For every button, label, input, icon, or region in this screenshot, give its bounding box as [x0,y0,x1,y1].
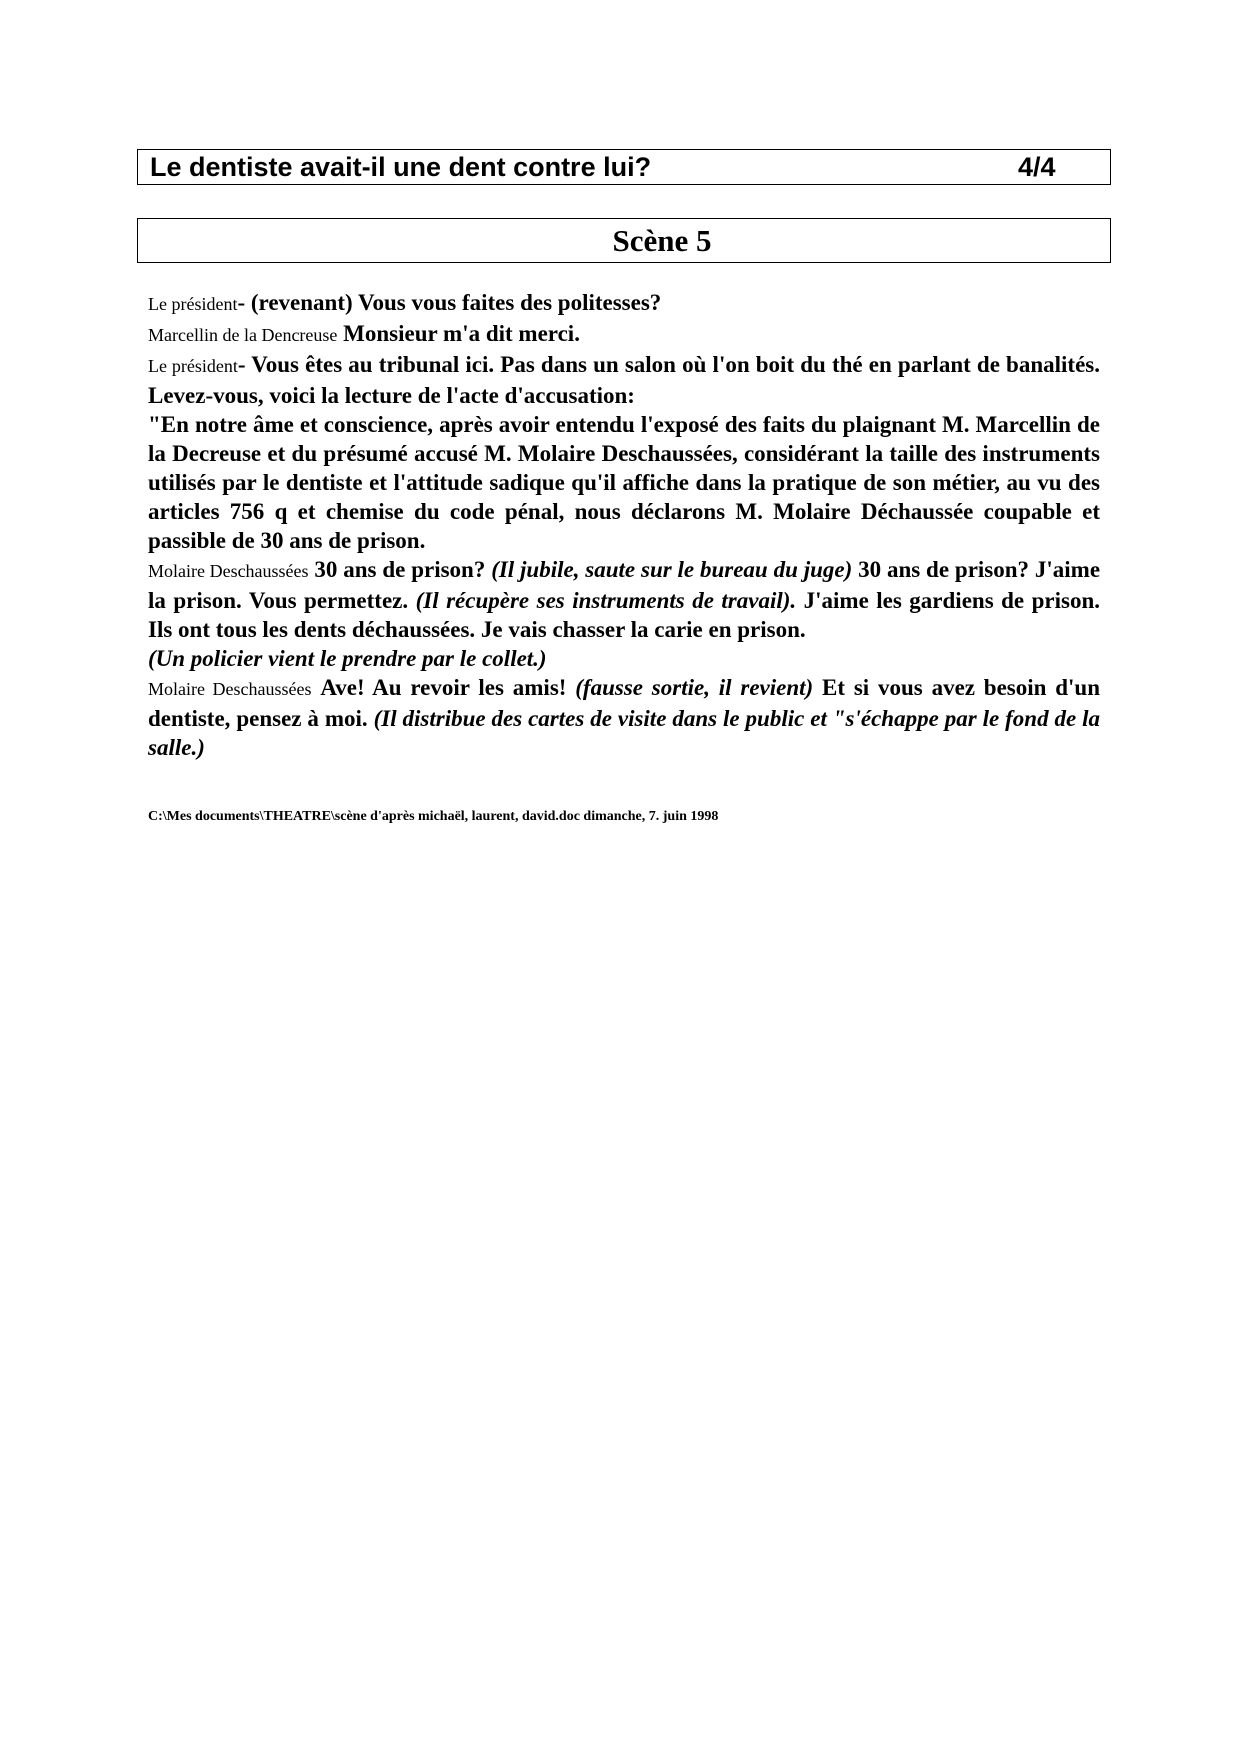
dialogue-text: Ave! Au revoir les amis! [320,675,567,700]
dialogue-line [148,350,1100,410]
document-header [137,149,1111,185]
stage-direction: (Il récupère ses instruments de travail). [415,588,797,613]
page-number: 4/4 [1018,152,1056,182]
speaker-dash: - [237,290,251,315]
stage-direction: (Il distribue des cartes de visite dans le public et "s'échappe par le fond de la salle.) [148,706,1101,760]
stage-direction: (Il jubile, saute sur le bureau du juge) [491,557,853,582]
stage-direction: (Un policier vient le prendre par le collet.) [148,646,547,671]
dialogue-line [148,319,1100,350]
dialogue-line [148,555,1100,644]
dialogue-text: Et si vous avez besoin d'un dentiste, pensez à moi. [148,675,1101,731]
dialogue-text: 30 ans de prison? [314,557,486,582]
dialogue-text: Vous êtes au tribunal ici. Pas dans un salon où l'on boit du thé en parlant de banalités. Levez-vous, voici la lecture de l'acte d'accusation: [148,352,1100,408]
dialogue-line [148,288,1100,319]
speaker-name: Le président [148,356,238,376]
accusation-text: "En notre âme et conscience, après avoir entendu l'exposé des faits du plaignant M. Marcellin de la Decreuse et du présumé accusé M. Molaire Deschaussées, considérant la taille des instruments utilisés par le dentiste et l'attitude sadique qu'il affiche dans la pratique de son métier, au vu des articles 756 q et chemise du code pénal, nous déclarons M. Molaire Déchaussée coupable et passible de 30 ans de prison. [148,412,1100,553]
file-path-footer: C:\Mes documents\THEATRE\scène d'après michaël, laurent, david.doc dimanche, 7. juin 1998 [148,809,719,824]
speaker-name: Molaire Deschaussées [148,561,309,581]
dialogue-text: Monsieur m'a dit merci. [343,321,580,346]
stage-direction: (fausse sortie, il revient) [575,675,814,700]
dialogue-text: J'aime les gardiens de prison. Ils ont tous les dents déchaussées. Je vais chasser la carie en prison. [148,588,1101,642]
speaker-name: Le président [148,294,238,314]
dialogue-text: 30 ans de prison? J'aime la prison. Vous permettez. [148,557,1101,613]
speaker-name: Molaire Deschaussées [148,679,312,699]
speaker-dash: - [237,352,252,377]
scene-heading-box [137,218,1111,263]
dialogue-line [148,673,1100,762]
scene-title: Scène 5 [612,223,712,258]
dialogue-text: (revenant) Vous vous faites des politesses? [250,290,662,315]
document-title: Le dentiste avait-il une dent contre lui? [150,152,652,182]
script-body [148,288,1100,762]
speaker-name: Marcellin de la Dencreuse [148,325,338,345]
